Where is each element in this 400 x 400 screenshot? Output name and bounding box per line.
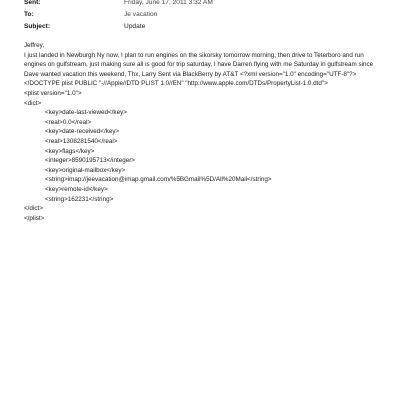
plist-line: <key>date-last-viewed</key> xyxy=(45,109,127,117)
plist-line: <real>1308281540</real> xyxy=(45,137,118,145)
sent-row xyxy=(24,0,384,9)
subject-value: Update xyxy=(124,23,146,30)
email-header xyxy=(24,0,384,33)
subject-label: Subject: xyxy=(24,23,51,30)
to-label: To: xyxy=(24,11,34,18)
to-row xyxy=(24,9,384,21)
dict-close-tag: </dict> xyxy=(24,205,43,213)
greeting: Jeffrey, xyxy=(24,42,45,49)
plist-line: <key>original-mailbox</key> xyxy=(45,166,126,174)
plist-line: <string>imap://jeevacation@imap.gmail.com/%5BGmail%5D/All%20Mail</string> xyxy=(45,176,272,184)
to-value: Je vacation xyxy=(124,11,158,18)
plist-line: <key>flags</key> xyxy=(45,147,95,155)
plist-line: <integer>8590195713</integer> xyxy=(45,157,135,165)
plist-close-tag: </plist> xyxy=(24,214,45,222)
sent-value: Friday, June 17, 2011 3:32 AM xyxy=(124,0,213,6)
plist-open-tag: <plist version="1.0"> xyxy=(24,89,82,97)
sent-label: Sent: xyxy=(24,0,41,6)
plist-line: <key>date-received</key> xyxy=(45,128,120,136)
plist-line: <string>162231</string> xyxy=(45,195,114,203)
dict-open-tag: <dict> xyxy=(24,99,42,107)
subject-row xyxy=(24,21,384,33)
message-paragraph: I just landed in Newburgh Ny now, I plan to run engines on the sikorsky tomorrow morning, then drive to Teterboro and run engines on gulfstream, just making sure all is good for trip saturday, I have Darren flying with me Saturday in gulfstream since Dave wanted vacation this weekend, Thx, Larry Sent via BlackBerry by AT&T <?xml version="1.0" encoding="UTF-8"?> <!DOCTYPE plist PUBLIC "-//Apple//DTD PLIST 1.0//EN" "http://www.apple.com/DTDs/PropertyList-1.0.dtd"> xyxy=(24,51,374,88)
plist-line: <real>0.0</real> xyxy=(45,118,92,126)
plist-line: <key>remote-id</key> xyxy=(45,185,108,193)
email-body xyxy=(24,41,380,223)
